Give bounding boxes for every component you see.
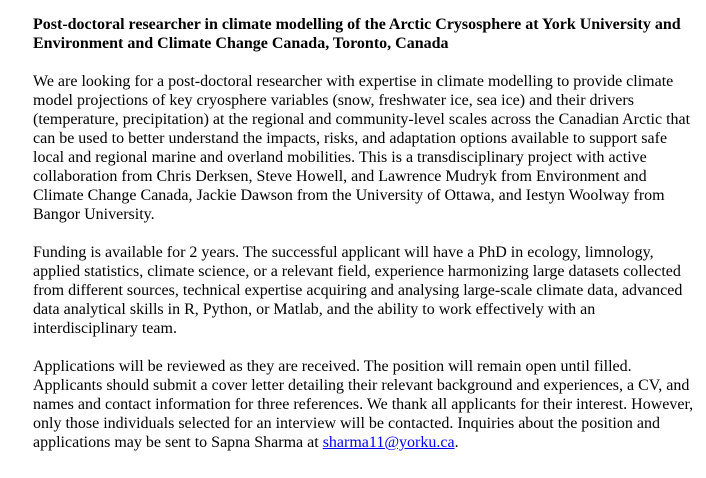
contact-email-link[interactable]: sharma11@yorku.ca <box>322 434 455 451</box>
requirements-paragraph: Funding is available for 2 years. The successful applicant will have a PhD in ecology, limnology, applied statistics, climate science, or a relevant field, experience harmonizing large datasets collected from different sources, technical expertise acquiring and analysing large-scale climate data, advanced data analytical skills in R, Python, or Matlab, and the ability to work effectively with an interdisciplinary team. <box>33 244 683 337</box>
application-instructions-paragraph <box>33 357 694 452</box>
application-instructions-text: Applications will be reviewed as they are received. The position will remain open until filled. Applicants should submit a cover letter detailing their relevant background and experiences, a CV, and names and contact information for three references. We thank all applicants for their interest. However, only those individuals selected for an interview will be contacted. Inquiries about the position and applications may be sent to Sapna Sharma at <box>33 358 694 451</box>
project-description-paragraph: We are looking for a post-doctoral researcher with expertise in climate modelling to provide climate model projections of key cryosphere variables (snow, freshwater ice, sea ice) and their drivers (temperature, precipitation) at the regional and community-level scales across the Canadian Arctic that can be used to better understand the impacts, risks, and adaptation options available to support safe local and regional marine and overland mobilities. This is a transdisciplinary project with active collaboration from Chris Derksen, Steve Howell, and Lawrence Mudryk from Environment and Climate Change Canada, Jackie Dawson from the University of Ottawa, and Iestyn Woolway from Bangor University. <box>33 73 691 223</box>
closing-period: . <box>454 434 459 451</box>
job-title: Post-doctoral researcher in climate modelling of the Arctic Crysosphere at York University and Environment and Climate Change Canada, Toronto, Canada <box>33 16 681 52</box>
